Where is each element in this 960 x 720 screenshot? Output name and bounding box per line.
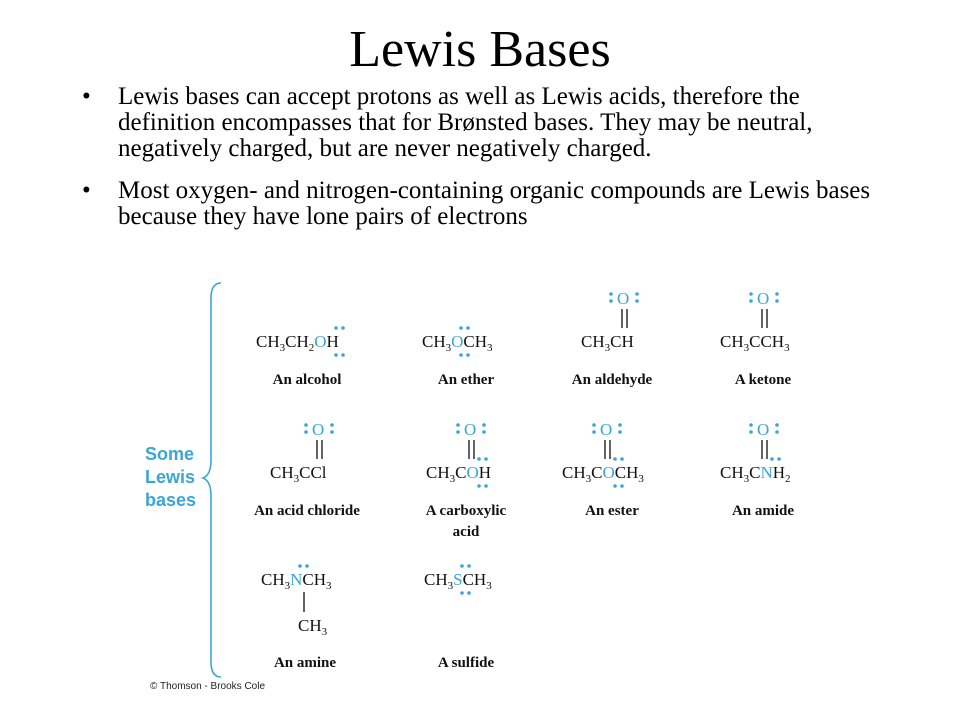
- bracket-label-bases: bases: [145, 490, 197, 510]
- svg-text:CH3CH2OH: $CH_3CH_2OH$: [256, 332, 339, 354]
- caption-amine: An amine: [273, 655, 337, 671]
- copyright-notice: © Thomson - Brooks Cole: [150, 681, 266, 692]
- structure-ester: [562, 420, 644, 488]
- structure-ketone: [720, 289, 790, 354]
- caption-ketone: A ketone: [734, 372, 792, 388]
- brace-bracket: [203, 283, 221, 677]
- bracket-label-some: Some: [145, 444, 195, 464]
- svg-text:CH3CH: $CH_3CH$: [581, 332, 634, 354]
- structure-acid-chloride: [270, 420, 334, 485]
- svg-text:O: O: [600, 420, 613, 439]
- slide-title: Lewis Bases: [349, 21, 611, 78]
- caption-amide: An amide: [731, 503, 795, 519]
- svg-text:O: O: [757, 420, 770, 439]
- lone-pair-dots: [770, 457, 781, 461]
- caption-carboxylic-acid-line1: A carboxylic: [425, 503, 507, 519]
- svg-text:CH3NCH3: $CH_3NCH_3$: [261, 570, 332, 592]
- caption-sulfide: A sulfide: [437, 655, 495, 671]
- svg-text:O: O: [757, 289, 770, 308]
- structure-ether: [422, 326, 493, 357]
- bullet-text: Lewis bases can accept protons as well as Lewis acids, therefore the definition encompasses that for Brønsted bases. They may be neutral, negatively charged, but are never negatively charged.: [118, 83, 813, 162]
- structure-amide: [720, 420, 791, 485]
- caption-ether: An ether: [437, 372, 495, 388]
- svg-text:CH3CCH3: $CH_3CCH_3$: [720, 332, 790, 354]
- svg-text:CH3CCl: $CH_3CCl$: [270, 463, 327, 485]
- svg-text:CH3CNH2: $CH_3CNH_2$: [720, 463, 791, 485]
- bullet-glyph: •: [82, 83, 91, 110]
- bracket-label-lewis: Lewis: [145, 467, 196, 487]
- lone-pair-dots: [298, 564, 309, 568]
- svg-text:O: O: [464, 420, 477, 439]
- caption-aldehyde: An aldehyde: [571, 372, 653, 388]
- caption-ester: An ester: [585, 503, 639, 519]
- svg-text:O: O: [617, 289, 630, 308]
- caption-acid-chloride: An acid chloride: [254, 503, 360, 519]
- structure-alcohol: [256, 326, 345, 357]
- caption-carboxylic-acid-line2: acid: [452, 524, 480, 540]
- structure-sulfide: [424, 564, 492, 595]
- svg-text:CH3COCH3: $CH_3COCH_3$: [562, 463, 644, 485]
- structure-aldehyde: [581, 289, 639, 354]
- svg-text:CH3OCH3: $CH_3OCH_3$: [422, 332, 493, 354]
- structure-amine: [261, 564, 332, 638]
- caption-alcohol: An alcohol: [272, 372, 342, 388]
- svg-text:CH3SCH3: $CH_3SCH_3$: [424, 570, 492, 592]
- svg-text:O: O: [312, 420, 325, 439]
- structure-carboxylic-acid: [426, 420, 491, 488]
- bullet-glyph: •: [82, 177, 91, 204]
- svg-text:CH3: $CH_3$: [298, 616, 328, 638]
- bullet-text: Most oxygen- and nitrogen-containing organic compounds are Lewis bases because they have lone pairs of electrons: [118, 177, 871, 230]
- svg-text:CH3COH: $CH_3COH$: [426, 463, 492, 485]
